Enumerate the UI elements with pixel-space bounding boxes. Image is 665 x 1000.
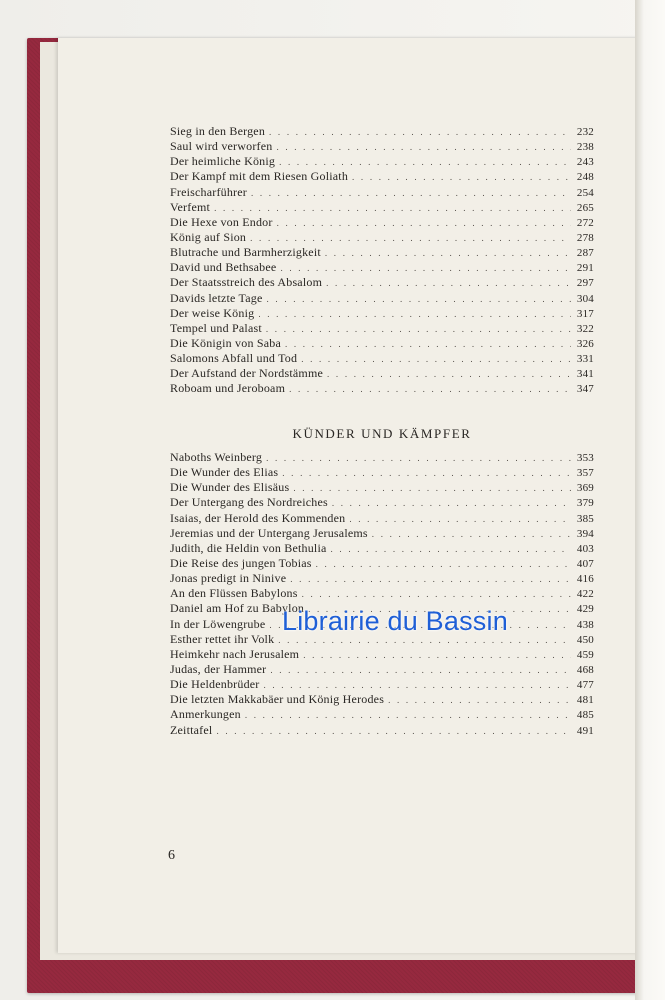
- dot-leader: [352, 170, 571, 185]
- toc-entry-page: 287: [576, 247, 594, 260]
- watermark-text: Librairie du Bassin: [282, 606, 508, 636]
- toc-entry-title: Der Aufstand der Nordstämme: [170, 366, 324, 381]
- toc-entry-title: Anmerkungen: [170, 707, 241, 722]
- toc-entry: [170, 480, 594, 495]
- toc-entry-title: Daniel am Hof zu Babylon: [170, 601, 305, 616]
- dot-leader: [264, 678, 572, 693]
- toc-entry: [170, 245, 594, 260]
- toc-entry-title: Die Heldenbrüder: [170, 677, 260, 692]
- toc-entry-page: 243: [576, 156, 594, 169]
- toc-entry: [170, 185, 594, 200]
- toc-entry-page: 369: [576, 482, 594, 495]
- toc-entry-page: 422: [576, 588, 594, 601]
- dot-leader: [388, 693, 571, 708]
- toc-entry-title: Die Reise des jungen Tobias: [170, 555, 312, 570]
- dot-leader: [277, 216, 571, 231]
- toc-entry-title: Saul wird verworfen: [170, 139, 273, 154]
- toc-entry-page: 297: [576, 277, 594, 290]
- toc-entry: [170, 465, 594, 480]
- toc-entry: [170, 200, 594, 215]
- toc-entry-title: Roboam und Jeroboam: [170, 381, 286, 396]
- toc-entry: [170, 260, 594, 275]
- toc-entry-title: Jeremias und der Untergang Jerusalems: [170, 525, 368, 540]
- toc-entry-page: 468: [576, 663, 594, 676]
- toc-entry-page: 385: [576, 512, 594, 525]
- toc-entry-page: 265: [576, 201, 594, 214]
- toc-entry-title: Zeittafel: [170, 722, 213, 737]
- toc-entry-page: 347: [576, 383, 594, 396]
- page-number: 6: [168, 848, 175, 863]
- toc-entry-page: 485: [576, 709, 594, 722]
- toc-entry: [170, 707, 594, 722]
- dot-leader: [267, 292, 571, 307]
- toc-entry-title: In der Löwengrube: [170, 616, 266, 631]
- toc-entry-title: Verfemt: [170, 199, 211, 214]
- toc-entry-page: 394: [576, 527, 594, 540]
- dot-leader: [216, 724, 571, 739]
- toc-entry: [170, 586, 594, 601]
- toc-entry: [170, 139, 594, 154]
- toc-entry-title: Die Hexe von Endor: [170, 214, 273, 229]
- toc-entry-title: Die Königin von Saba: [170, 335, 281, 350]
- toc-entry-title: Die Wunder des Elisäus: [170, 480, 290, 495]
- toc-entry-page: 379: [576, 497, 594, 510]
- toc-entry: [170, 291, 594, 306]
- toc-entry: [170, 571, 594, 586]
- toc-entry: [170, 215, 594, 230]
- toc-entry-page: 481: [576, 694, 594, 707]
- toc-entry: [170, 381, 594, 396]
- toc-entry-page: 232: [576, 126, 594, 138]
- dot-leader: [289, 382, 571, 397]
- toc-entry: [170, 677, 594, 692]
- dot-leader: [270, 663, 571, 678]
- toc-entry-page: 317: [576, 307, 594, 320]
- toc-entry-title: Der Staatsstreich des Absalom: [170, 275, 323, 290]
- dot-leader: [250, 231, 571, 246]
- toc-entry-page: 491: [576, 724, 594, 737]
- dot-leader: [302, 587, 571, 602]
- toc-entry-title: Der Untergang des Nordreiches: [170, 495, 328, 510]
- toc-entry: [170, 321, 594, 336]
- toc-list-part-1: [170, 124, 594, 397]
- toc-entry: [170, 662, 594, 677]
- dot-leader: [303, 648, 571, 663]
- toc-entry-page: 429: [576, 603, 594, 616]
- toc-entry-page: 416: [576, 573, 594, 586]
- dot-leader: [279, 155, 571, 170]
- dot-leader: [316, 557, 571, 572]
- toc-entry: [170, 230, 594, 245]
- toc-entry-page: 407: [576, 557, 594, 570]
- toc-entry-title: König auf Sion: [170, 229, 247, 244]
- toc-entry-page: 238: [576, 141, 594, 154]
- toc-entry: [170, 647, 594, 662]
- dot-leader: [282, 466, 571, 481]
- toc-entry: [170, 526, 594, 541]
- toc-entry-page: 322: [576, 322, 594, 335]
- toc-entry-page: 272: [576, 216, 594, 229]
- toc-entry: [170, 511, 594, 526]
- toc-entry-title: Salomons Abfall und Tod: [170, 351, 298, 366]
- toc-entry: [170, 306, 594, 321]
- toc-entry-page: 357: [576, 467, 594, 480]
- toc-entry-title: David und Bethsabee: [170, 260, 277, 275]
- toc-entry: [170, 541, 594, 556]
- section-heading: KÜNDER UND KÄMPFER: [292, 426, 472, 441]
- toc-entry: [170, 556, 594, 571]
- toc-entry-title: Heimkehr nach Jerusalem: [170, 646, 300, 661]
- dot-leader: [285, 337, 571, 352]
- toc-entry-title: Judas, der Hammer: [170, 661, 267, 676]
- toc-entry: [170, 169, 594, 184]
- toc-entry-title: Naboths Weinberg: [170, 450, 263, 464]
- toc-entry: [170, 154, 594, 169]
- toc-entry-page: 278: [576, 231, 594, 244]
- toc-entry-page: 459: [576, 648, 594, 661]
- dot-leader: [301, 352, 571, 367]
- toc-entry-title: Der heimliche König: [170, 154, 276, 169]
- dot-leader: [251, 186, 571, 201]
- toc-entry-title: Sieg in den Bergen: [170, 124, 266, 138]
- toc-entry-title: Der weise König: [170, 305, 255, 320]
- dot-leader: [332, 496, 571, 511]
- dot-leader: [372, 527, 571, 542]
- toc-entry-title: Blutrache und Barmherzigkeit: [170, 245, 321, 260]
- toc-entry-page: 326: [576, 337, 594, 350]
- dot-leader: [280, 261, 571, 276]
- dot-leader: [293, 481, 571, 496]
- toc-entry-title: Die letzten Makkabäer und König Herodes: [170, 692, 385, 707]
- dot-leader: [331, 542, 571, 557]
- toc-entry-page: 341: [576, 368, 594, 381]
- toc-entry-page: 291: [576, 262, 594, 275]
- dot-leader: [325, 246, 571, 261]
- toc-entry-page: 403: [576, 542, 594, 555]
- toc-entry-page: 248: [576, 171, 594, 184]
- toc-entry-title: Isaias, der Herold des Kommenden: [170, 510, 346, 525]
- toc-entry-page: 477: [576, 679, 594, 692]
- toc-entry: [170, 723, 594, 738]
- dot-leader: [258, 307, 571, 322]
- dot-leader: [266, 322, 571, 337]
- toc-entry-title: Die Wunder des Elias: [170, 465, 279, 480]
- dot-leader: [269, 125, 571, 140]
- dot-leader: [214, 201, 571, 216]
- toc-entry: [170, 450, 594, 465]
- dot-leader: [276, 140, 571, 155]
- toc-entry: [170, 336, 594, 351]
- dot-leader: [327, 367, 571, 382]
- toc-entry: [170, 692, 594, 707]
- toc-entry-page: 353: [576, 452, 594, 464]
- toc-entry-title: Davids letzte Tage: [170, 290, 263, 305]
- toc-entry-page: 450: [576, 633, 594, 646]
- toc-entry-page: 254: [576, 186, 594, 199]
- toc-entry-title: An den Flüssen Babylons: [170, 586, 298, 601]
- dot-leader: [266, 451, 571, 466]
- toc-entry-page: 438: [576, 618, 594, 631]
- toc-entry-title: Der Kampf mit dem Riesen Goliath: [170, 169, 349, 184]
- toc-entry-page: 304: [576, 292, 594, 305]
- toc-entry-page: 331: [576, 353, 594, 366]
- dot-leader: [349, 512, 571, 527]
- toc-entry: [170, 351, 594, 366]
- toc-entry: [170, 366, 594, 381]
- toc-entry-title: Esther rettet ihr Volk: [170, 631, 275, 646]
- toc-entry-title: Judith, die Heldin von Bethulia: [170, 540, 327, 555]
- facing-page-edge: [635, 0, 665, 1000]
- dot-leader: [326, 276, 571, 291]
- toc-entry: [170, 495, 594, 510]
- toc-entry-title: Tempel und Palast: [170, 320, 262, 335]
- toc-entry-title: Freischarführer: [170, 184, 247, 199]
- toc-entry: [170, 275, 594, 290]
- toc-entry: [170, 124, 594, 139]
- dot-leader: [245, 708, 571, 723]
- toc-list-part-2: [170, 450, 594, 738]
- dot-leader: [290, 572, 571, 587]
- toc-entry-title: Jonas predigt in Ninive: [170, 571, 287, 586]
